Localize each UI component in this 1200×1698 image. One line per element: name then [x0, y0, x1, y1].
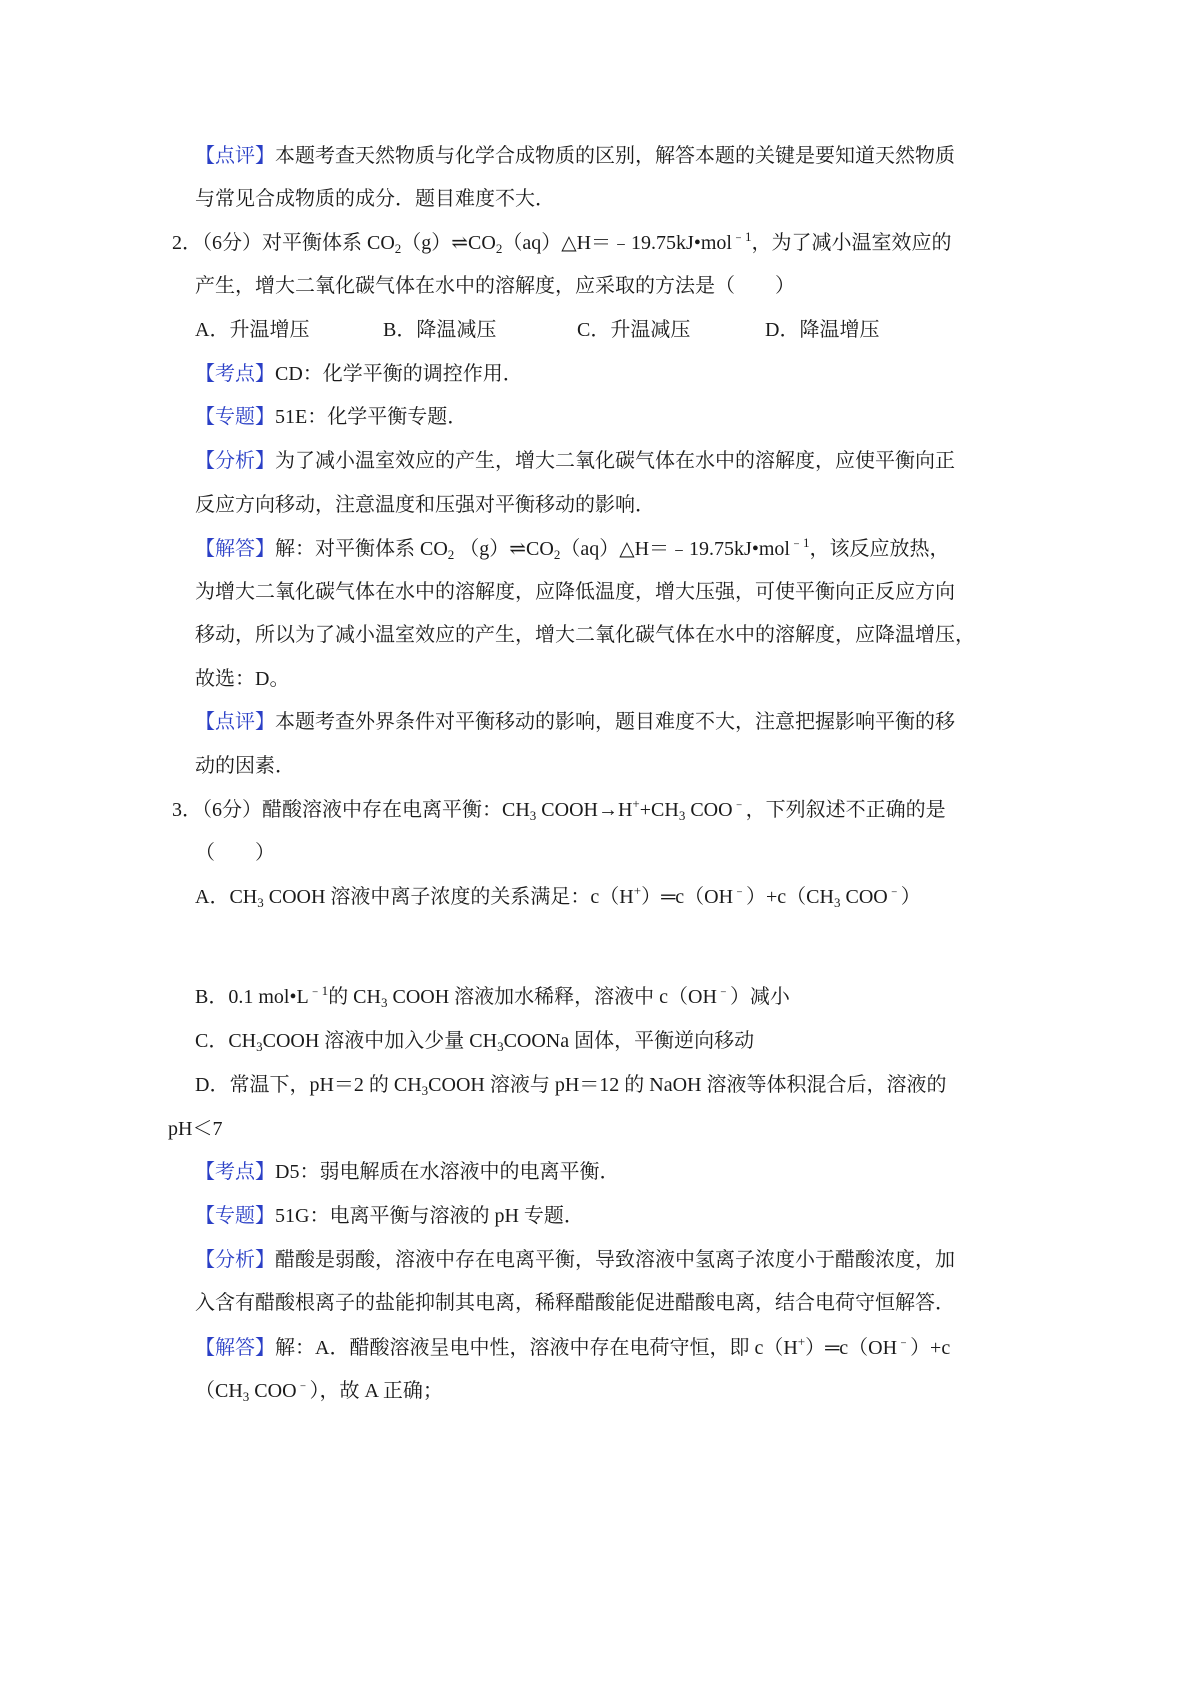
- q2-review-line-2: [195, 751, 940, 781]
- superscript: +: [632, 796, 640, 811]
- superscript: ﹣: [716, 983, 730, 998]
- subscript: 2: [447, 547, 455, 562]
- text-run: COOH 溶液加水稀释，溶液中 c（OH: [387, 986, 717, 1008]
- subscript: 3: [529, 808, 537, 823]
- text-run: ），故 A 正确；: [309, 1380, 443, 1402]
- superscript: +: [797, 1334, 806, 1349]
- q3-key-point: [195, 1157, 940, 1187]
- q2-answer-line-2: [195, 577, 955, 607]
- q2-answer-line-4: [195, 664, 940, 694]
- q3-option-d-line-2: [168, 1114, 913, 1144]
- superscript: ﹣: [897, 1334, 911, 1349]
- text-run: 故选：D。: [195, 668, 290, 690]
- q1-review-line-1: [195, 141, 955, 171]
- text-run: 醋酸是弱酸，溶液中存在电离平衡，导致溶液中氢离子浓度小于醋酸浓度，加: [275, 1249, 955, 1271]
- text-run: 解：对平衡体系 CO: [275, 538, 448, 560]
- section-label: 【点评】: [195, 711, 275, 733]
- text-run: （CH: [195, 1380, 243, 1402]
- superscript: ﹣: [733, 883, 747, 898]
- text-run: COOH 溶液中离子浓度的关系满足：c（H: [263, 886, 634, 908]
- superscript: ﹣1: [308, 983, 329, 998]
- text-run: 2．（6分）对平衡体系 CO: [172, 232, 395, 254]
- subscript: 2: [495, 241, 503, 256]
- text-run: ，下列叙述不正确的是: [745, 799, 946, 821]
- q2-review-line-1: [195, 707, 955, 737]
- text-run: ）+c: [910, 1337, 951, 1359]
- text-run: 产生，增大二氧化碳气体在水中的溶解度，应采取的方法是（ ）: [195, 275, 795, 297]
- text-run: （aq）△H＝﹣19.75kJ•mol: [502, 232, 732, 254]
- q2-option-a: A．升温增压: [195, 319, 310, 341]
- q2-options-row: [195, 315, 940, 345]
- subscript: 3: [256, 1039, 263, 1054]
- text-run: COOH→H: [536, 799, 633, 821]
- subscript: 3: [833, 895, 841, 910]
- subscript: 3: [242, 1389, 250, 1404]
- text-run: B．0.1 mol•L: [195, 986, 309, 1008]
- q2-option-d: D．降温增压: [765, 319, 880, 341]
- q2-answer-line-1: [195, 534, 950, 564]
- text-run: COOH 溶液与 pH＝12 的 NaOH 溶液等体积混合后，溶液的: [428, 1074, 947, 1096]
- section-label: 【解答】: [195, 538, 275, 560]
- q3-analysis-line-1: [195, 1245, 955, 1275]
- section-label: 【分析】: [195, 1249, 275, 1271]
- superscript: ﹣1: [789, 535, 810, 550]
- text-run: D．常温下，pH＝2 的 CH: [195, 1074, 422, 1096]
- text-run: 本题考查天然物质与化学合成物质的区别，解答本题的关键是要知道天然物质: [275, 145, 955, 167]
- q3-option-d-line-1: [195, 1070, 947, 1100]
- q3-answer-line-2: [195, 1376, 940, 1406]
- text-run: 反应方向移动，注意温度和压强对平衡移动的影响．: [195, 494, 655, 516]
- text-run: CD：化学平衡的调控作用．: [275, 363, 523, 385]
- section-label: 【考点】: [195, 1161, 275, 1183]
- subscript: 3: [497, 1039, 504, 1054]
- section-label: 【专题】: [195, 1205, 275, 1227]
- section-label: 【点评】: [195, 145, 275, 167]
- q3-stem-line-1: [172, 795, 946, 825]
- text-run: COO: [249, 1380, 297, 1402]
- q2-option-b: B．降温减压: [383, 319, 497, 341]
- text-run: ，为了减小温室效应的: [751, 232, 952, 254]
- q2-analysis-line-2: [195, 490, 940, 520]
- superscript: ﹣1: [731, 229, 752, 244]
- superscript: ﹣: [887, 883, 901, 898]
- text-run: 51G：电离平衡与溶液的 pH 专题．: [275, 1205, 584, 1227]
- text-run: ，该反应放热，: [809, 538, 950, 560]
- text-run: ）═c（OH: [805, 1337, 898, 1359]
- subscript: 2: [394, 241, 402, 256]
- text-run: ）减小: [729, 986, 790, 1008]
- text-run: （g）⇌CO: [401, 232, 496, 254]
- text-run: +CH: [639, 799, 679, 821]
- q2-stem-line-2: [195, 271, 940, 301]
- q3-option-b: [195, 982, 940, 1012]
- q2-topic: [195, 402, 940, 432]
- text-run: 的 CH: [328, 986, 381, 1008]
- subscript: 3: [380, 995, 388, 1010]
- q3-option-a: [195, 882, 940, 912]
- q1-review-line-2: [195, 184, 940, 214]
- superscript: +: [633, 883, 642, 898]
- subscript: 3: [678, 808, 686, 823]
- q3-stem-line-2: [195, 838, 940, 868]
- text-run: 3．（6分）醋酸溶液中存在电离平衡：CH: [172, 799, 530, 821]
- q2-answer-line-3: [195, 620, 975, 650]
- text-run: COONa 固体，平衡逆向移动: [503, 1030, 755, 1052]
- section-label: 【专题】: [195, 406, 275, 428]
- text-run: 本题考查外界条件对平衡移动的影响，题目难度不大，注意把握影响平衡的移: [275, 711, 955, 733]
- q3-analysis-line-2: [195, 1288, 955, 1318]
- text-run: COO: [840, 886, 888, 908]
- text-run: 动的因素．: [195, 755, 295, 777]
- text-run: 为了减小温室效应的产生，增大二氧化碳气体在水中的溶解度，应使平衡向正: [275, 450, 955, 472]
- text-run: 为增大二氧化碳气体在水中的溶解度，应降低温度，增大压强，可使平衡向正反应方向: [195, 581, 955, 603]
- text-run: 与常见合成物质的成分．题目难度不大．: [195, 188, 555, 210]
- text-run: 51E：化学平衡专题．: [275, 406, 468, 428]
- subscript: 3: [421, 1083, 429, 1098]
- text-run: （aq）△H＝﹣19.75kJ•mol: [560, 538, 790, 560]
- text-run: ）═c（OH: [641, 886, 734, 908]
- subscript: 3: [257, 895, 264, 910]
- text-run: （g）⇌CO: [454, 538, 554, 560]
- q2-option-c: C．升温减压: [577, 319, 691, 341]
- superscript: ﹣: [732, 796, 746, 811]
- text-run: pH＜7: [168, 1118, 223, 1140]
- text-run: 解：A．醋酸溶液呈电中性，溶液中存在电荷守恒，即 c（H: [275, 1337, 798, 1359]
- superscript: ﹣: [296, 1377, 310, 1392]
- q3-topic: [195, 1201, 940, 1231]
- section-label: 【解答】: [195, 1337, 275, 1359]
- text-run: 入含有醋酸根离子的盐能抑制其电离，稀释醋酸能促进醋酸电离，结合电荷守恒解答．: [195, 1292, 955, 1314]
- text-run: C．CH: [195, 1030, 257, 1052]
- text-run: ）: [900, 886, 921, 908]
- text-run: （ ）: [195, 842, 275, 864]
- text-run: D5：弱电解质在水溶液中的电离平衡．: [275, 1161, 620, 1183]
- section-label: 【分析】: [195, 450, 275, 472]
- q3-option-c: [195, 1026, 940, 1056]
- section-label: 【考点】: [195, 363, 275, 385]
- subscript: 2: [553, 547, 561, 562]
- q2-analysis-line-1: [195, 446, 955, 476]
- text-run: 移动，所以为了减小温室效应的产生，增大二氧化碳气体在水中的溶解度，应降温增压，: [195, 624, 975, 646]
- text-run: ）+c（CH: [746, 886, 834, 908]
- q3-answer-line-1: [195, 1333, 951, 1363]
- text-run: A．CH: [195, 886, 258, 908]
- text-run: COOH 溶液中加入少量 CH: [262, 1030, 498, 1052]
- text-run: COO: [685, 799, 733, 821]
- q2-stem-line-1: [172, 228, 952, 258]
- q2-key-point: [195, 359, 940, 389]
